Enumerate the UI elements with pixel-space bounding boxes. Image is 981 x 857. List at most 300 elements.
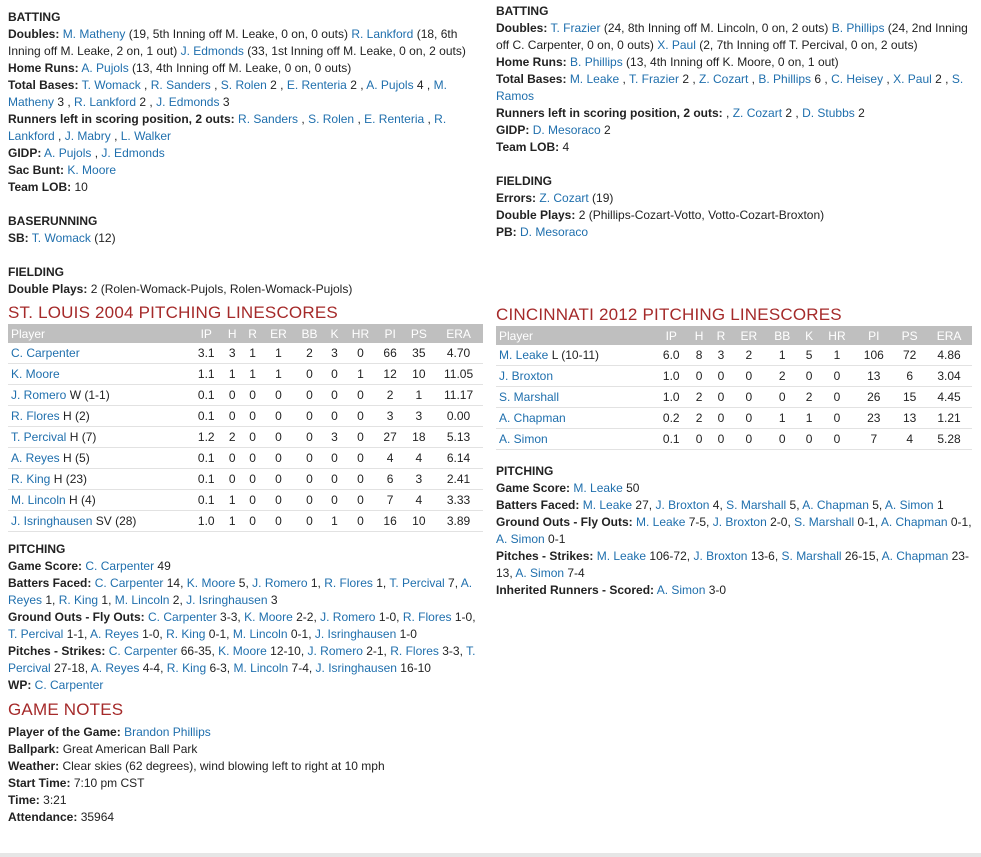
column-header: IP (654, 326, 688, 345)
stat-cell: 2 (732, 345, 766, 366)
stl-pitching-linescores (8, 302, 483, 532)
stat-cell: 0 (263, 406, 294, 427)
stat-cell: 1 (263, 343, 294, 364)
stat-line (496, 54, 972, 71)
player-link[interactable]: M. Lincoln (232, 627, 288, 641)
stat-label: GIDP: (8, 146, 42, 160)
player-link[interactable]: M. Leake (499, 348, 549, 362)
stat-cell: 1.0 (654, 387, 688, 408)
stat-cell: 0 (325, 385, 344, 406)
stat-text: 6-3, (206, 661, 234, 675)
stat-cell: 4 (404, 490, 435, 511)
stat-text: 3 (267, 593, 278, 607)
stat-cell: 0 (263, 490, 294, 511)
stat-cell: 0 (799, 366, 820, 387)
stat-cell: 2 (766, 366, 799, 387)
column-header: PI (377, 324, 404, 343)
stat-line (8, 558, 483, 575)
stl-baserunning-lines (8, 230, 483, 247)
stat-text: 35964 (80, 810, 115, 824)
player-link[interactable]: C. Carpenter (85, 559, 155, 573)
game-notes-section (8, 699, 483, 826)
stl-stats-column (8, 0, 483, 532)
player-link[interactable]: A. Reyes (11, 451, 60, 465)
table-row (8, 469, 483, 490)
player-link[interactable]: J. Romero (252, 576, 308, 590)
player-link[interactable]: A. Reyes (8, 576, 473, 607)
stat-cell: 0 (766, 387, 799, 408)
stat-cell: 3 (710, 345, 732, 366)
stat-cell: 1 (242, 343, 262, 364)
stat-text: , (298, 112, 309, 126)
player-link[interactable]: J. Broxton (499, 369, 554, 383)
stat-text: 0-1, (205, 627, 233, 641)
stat-cell: 1 (404, 385, 435, 406)
stl-batting-section (8, 9, 483, 196)
stat-cell: 1 (766, 408, 799, 429)
player-link[interactable]: S. Marshall (726, 498, 787, 512)
stat-text: (12) (90, 231, 116, 245)
stat-cell: 0 (242, 427, 262, 448)
stat-cell: 2.41 (434, 469, 483, 490)
stat-cell: 3.89 (434, 511, 483, 532)
stat-text: 2 , (266, 78, 287, 92)
player-link[interactable]: T. Frazier (628, 72, 679, 86)
player-link[interactable]: M. Leake (596, 549, 647, 563)
table-row (8, 406, 483, 427)
player-link[interactable]: A. Chapman (880, 515, 948, 529)
stat-cell: 66 (377, 343, 404, 364)
player-link[interactable]: M. Leake (582, 498, 633, 512)
stat-line (496, 20, 972, 54)
player-link[interactable]: M. Leake (573, 481, 623, 495)
stl-fielding-lines (8, 281, 483, 298)
table-row (8, 385, 483, 406)
stat-text: 4, (709, 498, 727, 512)
player-cell (8, 385, 191, 406)
stat-text: (13, 4th Inning off K. Moore, 0 on, 1 out) (622, 55, 839, 69)
stat-text: 3-0 (705, 583, 727, 597)
stat-cell: 0 (242, 469, 262, 490)
stat-text: 50 (622, 481, 640, 495)
stat-text: 23-13, (496, 549, 969, 580)
cin-linescores-heading: CINCINNATI 2012 PITCHING LINESCORES (496, 305, 842, 324)
player-link[interactable]: J. Edmonds (101, 146, 165, 160)
stat-cell: 0 (294, 364, 325, 385)
stat-cell: 1 (263, 364, 294, 385)
stat-cell: 1 (344, 364, 376, 385)
stat-cell: 0 (344, 406, 376, 427)
player-link[interactable]: C. Carpenter (108, 644, 178, 658)
stat-line (8, 230, 483, 247)
player-link[interactable]: D. Mesoraco (520, 225, 589, 239)
stat-line (496, 480, 972, 497)
player-link[interactable]: R. Sanders (238, 112, 299, 126)
stat-cell: 0 (799, 429, 820, 450)
stat-cell: 3 (222, 343, 242, 364)
stat-text: 3-3, (216, 610, 245, 624)
stat-cell: 0 (242, 490, 262, 511)
stat-line (8, 792, 483, 809)
player-link[interactable]: A. Pujols (81, 61, 129, 75)
player-link[interactable]: C. Heisey (831, 72, 884, 86)
player-cell (496, 387, 654, 408)
stat-line (8, 145, 483, 162)
cin-stats-column (496, 0, 972, 599)
stat-label: PB: (496, 225, 517, 239)
stat-cell: 0 (242, 385, 262, 406)
stl-fielding-title: FIELDING (8, 265, 64, 279)
cin-pitching-title: PITCHING (496, 464, 554, 478)
player-link[interactable]: A. Simon (499, 432, 548, 446)
stat-line (8, 809, 483, 826)
player-link[interactable]: R. King (58, 593, 99, 607)
stat-cell: 2 (222, 427, 242, 448)
stat-text: 5, (235, 576, 253, 590)
stat-cell: 18 (404, 427, 435, 448)
cin-pitching-lines (496, 480, 972, 599)
stat-cell: 0 (688, 429, 710, 450)
player-link[interactable]: J. Broxton (693, 549, 748, 563)
player-link[interactable]: A. Reyes (90, 627, 139, 641)
player-link[interactable]: J. Romero (11, 388, 67, 402)
stat-cell: 1.0 (191, 511, 223, 532)
stat-cell: 0 (325, 364, 344, 385)
player-link[interactable]: Z. Cozart (732, 106, 783, 120)
player-link[interactable]: R. Flores (402, 610, 452, 624)
player-link[interactable]: S. Ramos (496, 72, 964, 103)
player-link[interactable]: K. Moore (244, 610, 293, 624)
player-link[interactable]: C. Carpenter (148, 610, 217, 624)
player-link[interactable]: R. Lankford (74, 95, 137, 109)
stat-text: 1, (42, 593, 59, 607)
column-header: R (242, 324, 262, 343)
stat-line (8, 758, 483, 775)
player-link[interactable]: R. King (166, 627, 206, 641)
player-link[interactable]: A. Pujols (44, 146, 92, 160)
column-header: ERA (434, 324, 483, 343)
stat-cell: 4.86 (926, 345, 972, 366)
player-link[interactable]: J. Isringhausen (315, 661, 397, 675)
player-link[interactable]: A. Simon (496, 532, 545, 546)
stat-cell: 0 (732, 387, 766, 408)
player-link[interactable]: A. Chapman (499, 411, 566, 425)
player-link[interactable]: A. Simon (515, 566, 565, 580)
stat-text: 3-3, (438, 644, 467, 658)
decision-note: H (4) (65, 493, 96, 507)
stat-cell: 1.1 (191, 364, 223, 385)
stat-cell: 0 (344, 427, 376, 448)
stat-line (496, 207, 972, 224)
player-link[interactable]: S. Rolen (308, 112, 355, 126)
stat-cell: 0 (222, 406, 242, 427)
player-link[interactable]: M. Matheny (62, 27, 126, 41)
stat-cell: 1 (799, 408, 820, 429)
stat-cell: 0 (325, 469, 344, 490)
player-link[interactable]: D. Mesoraco (532, 123, 601, 137)
stat-cell: 0 (294, 427, 325, 448)
stat-text: 0-1, (947, 515, 972, 529)
game-notes-heading: GAME NOTES (8, 700, 124, 719)
player-link[interactable]: R. Flores (390, 644, 439, 658)
table-row (496, 345, 972, 366)
stat-text: (19) (588, 191, 614, 205)
stl-baserunning-title: BASERUNNING (8, 214, 98, 228)
player-link[interactable]: Brandon Phillips (124, 725, 211, 739)
cin-pitching-linescores (496, 304, 972, 450)
player-link[interactable]: T. Percival (389, 576, 445, 590)
stat-text: 2 (854, 106, 865, 120)
player-link[interactable]: A. Pujols (366, 78, 414, 92)
stat-line (8, 60, 483, 77)
player-link[interactable]: J. Edmonds (180, 44, 244, 58)
stat-line (8, 724, 483, 741)
stat-line (496, 582, 972, 599)
player-link[interactable]: S. Marshall (781, 549, 842, 563)
stat-cell: 2 (294, 343, 325, 364)
stat-text: , (726, 106, 733, 120)
player-link[interactable]: J. Broxton (712, 515, 767, 529)
player-cell (496, 345, 654, 366)
player-link[interactable]: J. Isringhausen (11, 514, 93, 528)
stat-text: 2 , (346, 78, 367, 92)
stat-cell: 1 (222, 490, 242, 511)
stat-text: 10 (74, 180, 88, 194)
stat-label: Team LOB: (496, 140, 560, 154)
stat-text: , (424, 112, 435, 126)
stat-cell: 1 (325, 511, 344, 532)
player-link[interactable]: X. Paul (657, 38, 696, 52)
stat-label: Home Runs: (8, 61, 79, 75)
stat-line (8, 677, 483, 694)
stat-cell: 3 (325, 343, 344, 364)
player-link[interactable]: R. Sanders (150, 78, 211, 92)
stat-cell: 4 (893, 429, 926, 450)
column-header: K (799, 326, 820, 345)
player-link[interactable]: X. Paul (893, 72, 932, 86)
decision-note: H (2) (59, 409, 90, 423)
player-link[interactable]: K. Moore (218, 644, 267, 658)
stat-cell: 1.2 (191, 427, 223, 448)
player-link[interactable]: M. Leake (569, 72, 620, 86)
stat-cell: 11.05 (434, 364, 483, 385)
player-link[interactable]: D. Stubbs (802, 106, 855, 120)
player-link[interactable]: R. King (166, 661, 207, 675)
stat-cell: 0 (325, 490, 344, 511)
stat-cell: 4.45 (926, 387, 972, 408)
decision-note: H (7) (66, 430, 97, 444)
stat-cell: 13 (893, 408, 926, 429)
player-link[interactable]: B. Phillips (831, 21, 885, 35)
stl-pitching-lines (8, 558, 483, 694)
stat-cell: 6.14 (434, 448, 483, 469)
player-link[interactable]: T. Percival (11, 430, 67, 444)
player-link[interactable]: Z. Cozart (539, 191, 589, 205)
stl-pitching-section (8, 541, 483, 694)
player-link[interactable]: J. Isringhausen (186, 593, 268, 607)
player-link[interactable]: M. Lincoln (11, 493, 66, 507)
player-link[interactable]: J. Isringhausen (314, 627, 397, 641)
player-link[interactable]: A. Reyes (90, 661, 140, 675)
stat-label: Doubles: (8, 27, 60, 41)
stat-text: 1 (933, 498, 944, 512)
stat-cell: 0 (222, 385, 242, 406)
stat-cell: 0.2 (654, 408, 688, 429)
player-link[interactable]: R. Lankford (8, 112, 447, 143)
stat-text: (2, 7th Inning off T. Percival, 0 on, 2 outs) (695, 38, 918, 52)
stat-text: 2-0, (766, 515, 795, 529)
stat-text: 1, (372, 576, 390, 590)
stat-line (496, 71, 972, 105)
player-cell (8, 406, 191, 427)
player-link[interactable]: M. Lincoln (114, 593, 170, 607)
stat-line (496, 139, 972, 156)
player-link[interactable]: R. Lankford (351, 27, 414, 41)
player-link[interactable]: L. Walker (120, 129, 171, 143)
player-link[interactable]: K. Moore (11, 367, 60, 381)
stat-cell: 3.33 (434, 490, 483, 511)
player-link[interactable]: A. Chapman (881, 549, 949, 563)
stat-label: GIDP: (496, 123, 530, 137)
stat-text: Great American Ball Park (62, 742, 198, 756)
stl-batting-lines (8, 26, 483, 196)
stat-text: 106-72, (646, 549, 694, 563)
player-link[interactable]: J. Mabry (64, 129, 111, 143)
stat-cell: 0.1 (654, 429, 688, 450)
player-link[interactable]: A. Simon (656, 583, 706, 597)
stat-cell: 3 (404, 469, 435, 490)
stat-cell: 0 (222, 469, 242, 490)
stat-line (8, 775, 483, 792)
stat-cell: 2 (688, 387, 710, 408)
stl-pitching-table (8, 324, 483, 532)
player-link[interactable]: C. Carpenter (11, 346, 80, 360)
column-header: BB (294, 324, 325, 343)
player-link[interactable]: J. Edmonds (156, 95, 220, 109)
player-link[interactable]: S. Rolen (220, 78, 267, 92)
stat-line (8, 179, 483, 196)
stat-text: 49 (154, 559, 171, 573)
player-link[interactable]: T. Percival (8, 644, 476, 675)
stat-cell: 6 (377, 469, 404, 490)
stat-label: Time: (8, 793, 40, 807)
stat-text: 2 (600, 123, 611, 137)
player-link[interactable]: T. Percival (8, 627, 64, 641)
stat-text: Clear skies (62 degrees), wind blowing left to right at 10 mph (62, 759, 385, 773)
stat-text: 6 , (811, 72, 832, 86)
stat-cell: 0.1 (191, 469, 223, 490)
stat-label: Batters Faced: (496, 498, 580, 512)
stat-cell: 0 (344, 343, 376, 364)
player-link[interactable]: M. Lincoln (233, 661, 289, 675)
column-header: BB (766, 326, 799, 345)
stat-label: Sac Bunt: (8, 163, 65, 177)
player-link[interactable]: B. Phillips (570, 55, 623, 69)
player-link[interactable]: R. King (11, 472, 51, 486)
player-link[interactable]: Z. Cozart (699, 72, 749, 86)
stat-text: 7-4 (564, 566, 585, 580)
stat-label: Pitches - Strikes: (496, 549, 594, 563)
stat-cell: 0 (732, 366, 766, 387)
stat-cell: 0 (222, 448, 242, 469)
table-row (8, 448, 483, 469)
player-link[interactable]: T. Frazier (550, 21, 601, 35)
player-link[interactable]: M. Matheny (8, 78, 447, 109)
stat-line (496, 497, 972, 514)
player-link[interactable]: C. Carpenter (34, 678, 104, 692)
player-link[interactable]: A. Chapman (802, 498, 869, 512)
stat-line (8, 281, 483, 298)
player-link[interactable]: J. Romero (307, 644, 363, 658)
stat-cell: 27 (377, 427, 404, 448)
stat-text: 2 , (136, 95, 157, 109)
stl-baserunning-section (8, 213, 483, 247)
player-link[interactable]: K. Moore (67, 163, 117, 177)
stat-cell: 0 (294, 406, 325, 427)
column-header: Player (8, 324, 191, 343)
stat-text: 13-6, (747, 549, 782, 563)
player-link[interactable]: S. Marshall (499, 390, 560, 404)
stat-cell: 72 (893, 345, 926, 366)
stat-label: Double Plays: (496, 208, 576, 222)
stat-cell: 3 (377, 406, 404, 427)
table-row (496, 408, 972, 429)
stat-text: 2 , (931, 72, 952, 86)
player-link[interactable]: S. Marshall (794, 515, 855, 529)
player-link[interactable]: A. Simon (884, 498, 934, 512)
stat-cell: 0 (820, 387, 855, 408)
player-link[interactable]: R. Flores (11, 409, 60, 423)
stat-label: Inherited Runners - Scored: (496, 583, 655, 597)
player-link[interactable]: J. Broxton (655, 498, 710, 512)
decision-note: H (23) (50, 472, 88, 486)
stat-text: 5, (868, 498, 885, 512)
stat-cell: 0 (344, 469, 376, 490)
stat-text: 3 (219, 95, 230, 109)
stat-label: Game Score: (8, 559, 83, 573)
stat-cell: 2 (799, 387, 820, 408)
stat-text: 4 (562, 140, 570, 154)
player-link[interactable]: J. Romero (320, 610, 376, 624)
stat-cell: 7 (854, 429, 893, 450)
stat-text: 7-4, (288, 661, 316, 675)
player-link[interactable]: K. Moore (186, 576, 236, 590)
player-link[interactable]: E. Renteria (364, 112, 425, 126)
player-link[interactable]: M. Leake (636, 515, 686, 529)
table-row (496, 366, 972, 387)
table-row (8, 364, 483, 385)
stat-text: 16-10 (396, 661, 431, 675)
player-link[interactable]: R. Flores (324, 576, 373, 590)
column-header: Player (496, 326, 654, 345)
stat-label: Team LOB: (8, 180, 72, 194)
player-link[interactable]: C. Carpenter (94, 576, 164, 590)
player-cell (8, 469, 191, 490)
stat-cell: 1 (222, 511, 242, 532)
stat-cell: 0 (242, 448, 262, 469)
stat-cell: 26 (854, 387, 893, 408)
decision-note: SV (28) (92, 514, 137, 528)
player-link[interactable]: T. Womack (81, 78, 141, 92)
stat-text: 2 , (678, 72, 699, 86)
player-link[interactable]: E. Renteria (286, 78, 347, 92)
player-link[interactable]: T. Womack (31, 231, 91, 245)
stat-label: Total Bases: (496, 72, 567, 86)
player-link[interactable]: B. Phillips (758, 72, 812, 86)
stat-cell: 3.04 (926, 366, 972, 387)
table-row (8, 343, 483, 364)
stl-linescores-heading: ST. LOUIS 2004 PITCHING LINESCORES (8, 303, 338, 322)
